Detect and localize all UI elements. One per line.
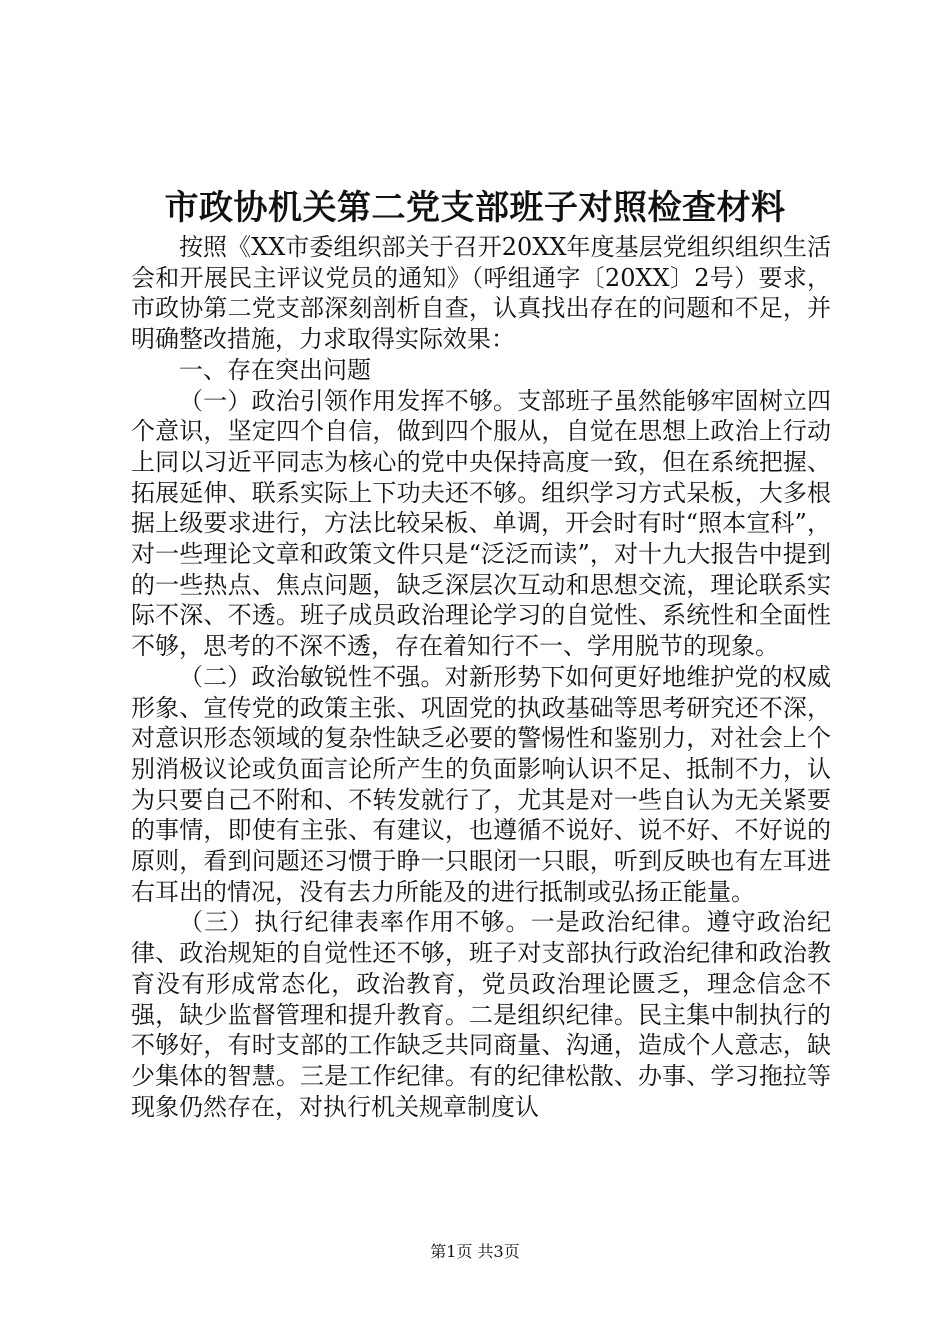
section-heading: 一、存在突出问题 — [179, 355, 371, 384]
document-body — [131, 232, 831, 1122]
document-title: 市政协机关第二党支部班子对照检查材料 — [164, 188, 786, 228]
paragraph-intro: 按照《XX市委组织部关于召开20XX年度基层党组织组织生活会和开展民主评议党员的通知》（呼组通字〔20XX〕2号）要求，市政协第二党支部深刻剖析自查，认真找出存在的问题和不足，并明确整改措施，力求取得实际效果： — [131, 233, 831, 354]
page-number: 第1页 共3页 — [430, 1242, 520, 1261]
paragraph-item-3: （三）执行纪律表率作用不够。一是政治纪律。遵守政治纪律、政治规矩的自觉性还不够，班子对支部执行政治纪律和政治教育没有形成常态化，政治教育，党员政治理论匮乏，理念信念不强，缺少监督管理和提升教育。二是组织纪律。民主集中制执行的不够好，有时支部的工作缺乏共同商量、沟通，造成个人意志，缺少集体的智慧。三是工作纪律。有的纪律松散、办事、学习拖拉等现象仍然存在，对执行机关规章制度认 — [131, 908, 831, 1121]
paragraph-item-2: （二）政治敏锐性不强。对新形势下如何更好地维护党的权威形象、宣传党的政策主张、巩固党的执政基础等思考研究还不深，对意识形态领域的复杂性缺乏必要的警惕性和鉴别力，对社会上个别消极议论或负面言论所产生的负面影响认识不足、抵制不力，认为只要自己不附和、不转发就行了，尤其是对一些自认为无关紧要的事情，即使有主张、有建议，也遵循不说好、说不好、不好说的原则，看到问题还习惯于睁一只眼闭一只眼，听到反映也有左耳进右耳出的情况，没有去力所能及的进行抵制或弘扬正能量。 — [131, 662, 831, 906]
paragraph-item-1: （一）政治引领作用发挥不够。支部班子虽然能够牢固树立四个意识，坚定四个自信，做到四个服从，自觉在思想上政治上行动上同以习近平同志为核心的党中央保持高度一致，但在系统把握、拓展延伸、联系实际上下功夫还不够。组织学习方式呆板，大多根据上级要求进行，方法比较呆板、单调，开会时有时“照本宣科”，对一些理论文章和政策文件只是“泛泛而读”，对十九大报告中提到的一些热点、焦点问题，缺乏深层次互动和思想交流，理论联系实际不深、不透。班子成员政治理论学习的自觉性、系统性和全面性不够，思考的不深不透，存在着知行不一、学用脱节的现象。 — [131, 386, 831, 661]
